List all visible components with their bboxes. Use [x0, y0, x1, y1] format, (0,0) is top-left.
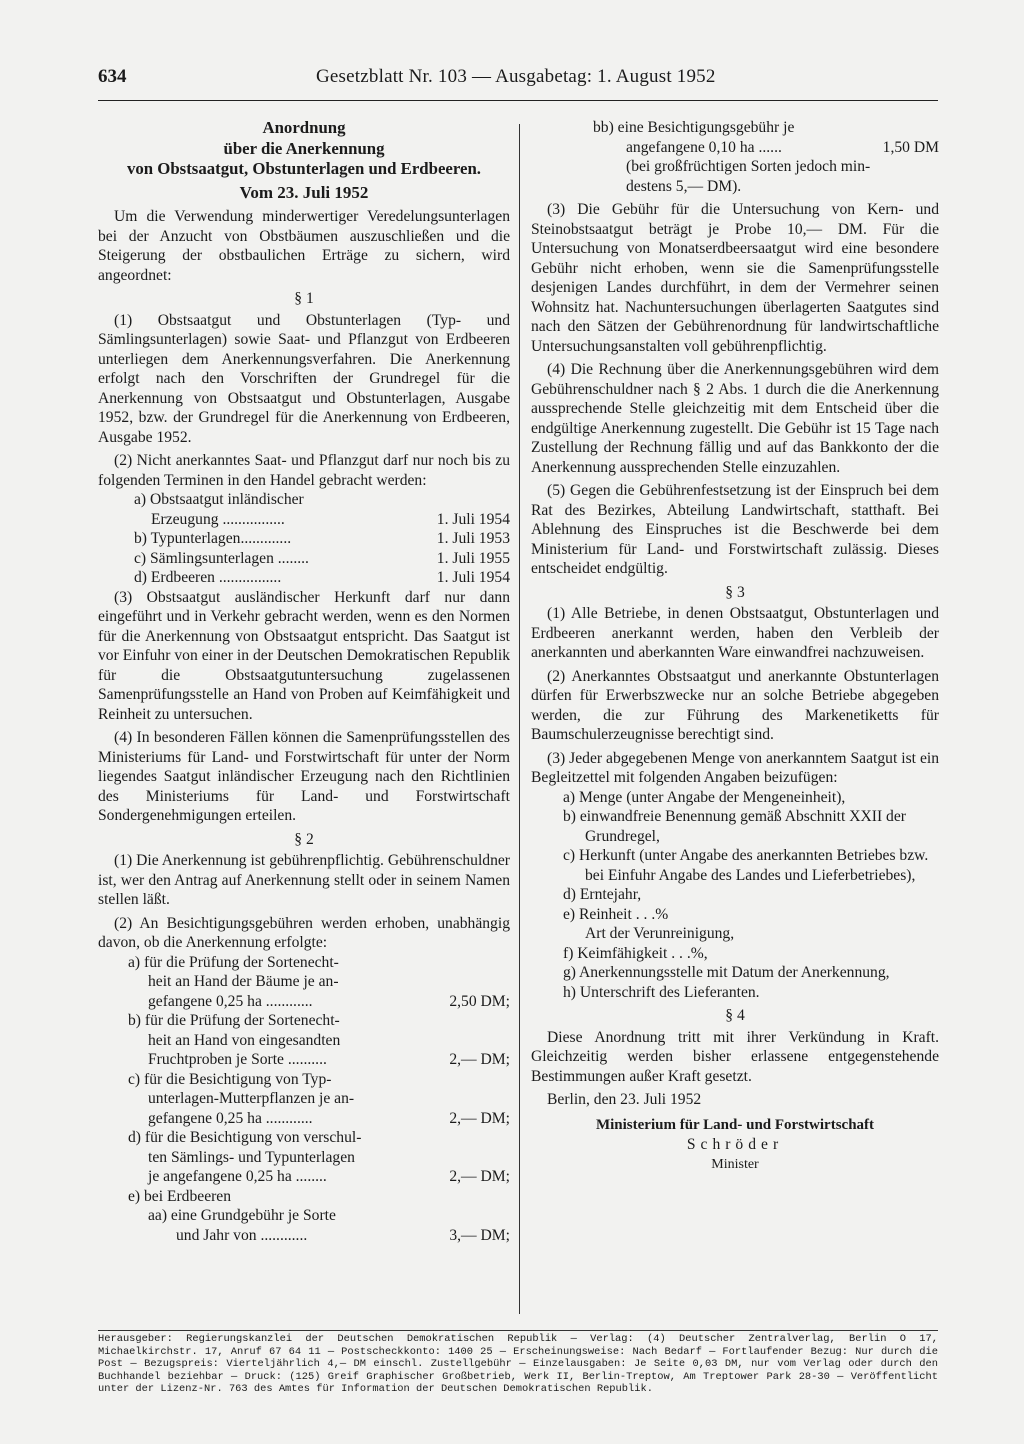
- fee-list-continued: [593, 118, 939, 196]
- left-column: [98, 118, 510, 1245]
- list-item: Erzeugung ................ 1. Juli 1954: [151, 510, 510, 528]
- page-number: 634: [98, 66, 127, 87]
- place-date: Berlin, den 23. Juli 1952: [547, 1091, 702, 1108]
- list-item: ten Sämlings- und Typunterlagen: [148, 1148, 355, 1166]
- publisher-footer: Herausgeber: Regierungskanzlei der Deutschen Demokratischen Republik — Verlag: (4) Deutscher Zentralverlag, Berlin O 17, Michaelkirchstr. 17, Anruf 67 64 11 — Postscheckkonto: 1400 25 — Erscheinungsweise: Nach Bedarf — Fortlaufender Bezug: Nur durch die Post — Bezugspreis: Vierteljährlich 4,— DM einschl. Zustellgebühr — Einzelausgaben: Je Seite 0,03 DM, nur vom Verlag oder durch den Buchhandel beziehbar — Druck: (125) Greif Graphischer Großbetrieb, Werk II, Berlin-Treptow, Am Treptower Park 28-30 — Veröffentlicht unter der Lizenz-Nr. 763 des Amtes für Information der Deutschen Demokratischen Republik.: [98, 1333, 938, 1396]
- section-heading: § 3: [725, 583, 745, 601]
- list-item: (bei großfrüchtigen Sorten jedoch min-: [626, 158, 871, 175]
- list-item: heit an Hand der Bäume je an-: [148, 973, 339, 990]
- signer-role: Minister: [711, 1156, 759, 1172]
- paragraph: (1) Die Anerkennung ist gebührenpflichtig. Gebührenschuldner ist, wer den Antrag auf Anerkennung stellt oder in seinem Namen stellen läßt.: [98, 852, 510, 908]
- paragraph: (2) Anerkanntes Obstsaatgut und anerkannte Obstunterlagen dürfen für Erwerbszwecke nur an solche Betriebe abgegeben werden, die zur Führung des Markenetiketts für Baumschulerzeugnisse berechtigt sind.: [531, 667, 939, 743]
- list-item: c) für die Besichtigung von Typ-: [128, 1070, 332, 1088]
- column-divider: [519, 124, 520, 1314]
- list-item: d) Erntejahr,: [563, 886, 642, 903]
- right-column: [531, 118, 939, 1174]
- paragraph: (2) Nicht anerkanntes Saat- und Pflanzgut darf nur noch bis zu folgenden Terminen in den Handel gebracht werden:: [98, 452, 510, 489]
- page-header: [98, 66, 938, 98]
- list-item: b) einwandfreie Benennung gemäß Abschnitt XXII der Grundregel,: [563, 808, 906, 845]
- paragraph: (4) Die Rechnung über die Anerkennungsgebühren wird dem Gebührenschuldner nach § 2 Abs. 1 durch die die Anerkennung aussprechende Stelle gleichzeitig mit dem Entscheid über die endgültige Anerkennung zugestellt. Die Gebühr ist 15 Tage nach Zustellung der Rechnung fällig und auf das Bankkonto der die Anerkennung aussprechenden Stelle einzuzahlen.: [531, 361, 939, 476]
- section-heading: § 2: [294, 830, 314, 848]
- list-item: a) für die Prüfung der Sortenecht-: [128, 953, 339, 971]
- header-rule: [98, 100, 938, 101]
- list-item: a) Menge (unter Angabe der Mengeneinheit),: [563, 788, 846, 806]
- list-item: e) Reinheit . . .%: [563, 905, 669, 923]
- decree-title: [98, 118, 510, 180]
- list-item: g) Anerkennungsstelle mit Datum der Anerkennung,: [563, 964, 890, 981]
- fee-list: [128, 953, 510, 1246]
- section-heading: § 4: [725, 1007, 745, 1024]
- signer-name: Schröder: [686, 1136, 784, 1153]
- list-item: aa) eine Grundgebühr je Sorte: [148, 1207, 336, 1224]
- paragraph: (2) An Besichtigungsgebühren werden erhoben, unabhängig davon, ob die Anerkennung erfolgte:: [98, 914, 510, 951]
- list-item: bb) eine Besichtigungsgebühr je: [593, 119, 795, 136]
- paragraph: (1) Alle Betriebe, in denen Obstsaatgut, Obstunterlagen und Erdbeeren anerkannt werden, haben den Verbleib der anerkannten und aberkannten Ware einwandfrei nachzuweisen.: [531, 605, 939, 661]
- list-item: d) für die Besichtigung von verschul-: [128, 1129, 362, 1146]
- paragraph: (3) Jeder abgegebenen Menge von anerkanntem Saatgut ist ein Begleitzettel mit folgenden Angaben beizufügen:: [531, 749, 939, 786]
- title-line: über die Anerkennung: [223, 138, 385, 158]
- list-item: heit an Hand von eingesandten: [148, 1031, 341, 1049]
- list-item: Fruchtproben je Sorte .......... 2,— DM;: [148, 1051, 510, 1068]
- list-item: b) Typunterlagen............. 1. Juli 1953: [134, 530, 510, 547]
- paragraph: (5) Gegen die Gebührenfestsetzung ist der Einspruch bei dem Rat des Bezirkes, Abteilung Landwirtschaft, statthaft. Bei Ablehnung des Einspruches ist die Beschwerde bei dem Ministerium für Land- und Forstwirtschaft zulässig. Dieses entscheidet endgültig.: [531, 482, 939, 577]
- list-item: angefangene 0,10 ha ...... 1,50 DM: [626, 138, 939, 156]
- list-item: Art der Verunreinigung,: [585, 925, 735, 942]
- list-item: d) Erdbeeren ................ 1. Juli 1954: [134, 569, 510, 586]
- paragraph: (4) In besonderen Fällen können die Samenprüfungsstellen des Ministeriums für Land- und Forstwirtschaft für unter der Norm liegendes Saatgut inländischer Erzeugung nach den Richtlinien des Ministeriums für Land- und Forstwirtschaft Sondergenehmigungen erteilen.: [98, 729, 510, 824]
- list-item: c) Herkunft (unter Angabe des anerkannten Betriebes bzw. bei Einfuhr Angabe des Landes und Lieferbetriebes),: [563, 847, 929, 884]
- paragraph: Diese Anordnung tritt mit ihrer Verkündung in Kraft. Gleichzeitig werden bisher erlassene entgegenstehende Bestimmungen außer Kraft gesetzt.: [531, 1028, 939, 1085]
- list-item: h) Unterschrift des Lieferanten.: [563, 983, 760, 1001]
- list-item: c) Sämlingsunterlagen ........ 1. Juli 1955: [134, 549, 510, 567]
- paragraph: (1) Obstsaatgut und Obstunterlagen (Typ- und Sämlingsunterlagen) sowie Saat- und Pflanzgut von Erdbeeren unterliegen dem Anerkennungsverfahren. Die Anerkennung erfolgt nach den Vorschriften der Grundregel für die Anerkennung von Obstsaatgut und Obstunterlagen, Ausgabe 1952, bzw. der Grundregel für die Anerkennung von Erdbeeren, Ausgabe 1952.: [98, 311, 510, 446]
- deadline-list: [134, 490, 510, 588]
- paragraph: (3) Obstsaatgut ausländischer Herkunft darf nur dann eingeführt und in Verkehr gebracht werden, wenn es den Normen für die Anerkennung von Obstsaatgut entspricht. Das Saatgut ist vor Einfuhr von einer in der Deutschen Demokratischen Republik für die Obstsaatgutuntersuchung zugelassenen Samenprüfungsstelle an Hand von Proben auf Keimfähigkeit und Reinheit zu untersuchen.: [98, 588, 510, 723]
- list-item: b) für die Prüfung der Sortenecht-: [128, 1012, 340, 1029]
- list-item: gefangene 0,25 ha ............ 2,— DM;: [148, 1109, 510, 1127]
- label-items-list: [563, 788, 939, 1003]
- list-item: a) Obstsaatgut inländischer: [134, 491, 304, 508]
- list-item: e) bei Erdbeeren: [128, 1187, 232, 1205]
- header-title: Gesetzblatt Nr. 103 — Ausgabetag: 1. August 1952: [316, 66, 716, 87]
- list-item: je angefangene 0,25 ha ........ 2,— DM;: [148, 1168, 510, 1185]
- list-item: gefangene 0,25 ha ............ 2,50 DM;: [148, 992, 510, 1010]
- list-item: f) Keimfähigkeit . . .%,: [563, 944, 708, 962]
- list-item: und Jahr von ............ 3,— DM;: [176, 1226, 510, 1244]
- preamble: Um die Verwendung minderwertiger Veredelungsunterlagen bei der Anzucht von Obstbäumen auszuschließen und die Steigerung der obstbaulichen Erträge zu sichern, wird angeordnet:: [98, 208, 510, 284]
- list-item: destens 5,— DM).: [626, 177, 742, 195]
- paragraph: (3) Die Gebühr für die Untersuchung von Kern- und Steinobstsaatgut beträgt je Probe 10,— DM. Für die Untersuchung von Monatserdbeersaatgut wird eine besondere Gebühr nicht erhoben, wenn sie die Samenprüfungsstelle desjenigen Landes durchführt, in dem der Vermehrer seinen Wohnsitz hat. Nachuntersuchungen überlagerten Saatgutes sind nach den Sätzen der Gebührenordnung für landwirtschaftliche Untersuchungsanstalten voll gebührenpflichtig.: [531, 201, 939, 355]
- title-line: Anordnung: [262, 118, 346, 137]
- decree-date: Vom 23. Juli 1952: [239, 182, 369, 202]
- section-heading: § 1: [294, 290, 314, 307]
- title-line: von Obstsaatgut, Obstunterlagen und Erdbeeren.: [126, 159, 481, 178]
- ministry-name: Ministerium für Land- und Forstwirtschaft: [595, 1116, 875, 1133]
- footer-rule: [98, 1330, 938, 1331]
- list-item: unterlagen-Mutterpflanzen je an-: [148, 1090, 355, 1107]
